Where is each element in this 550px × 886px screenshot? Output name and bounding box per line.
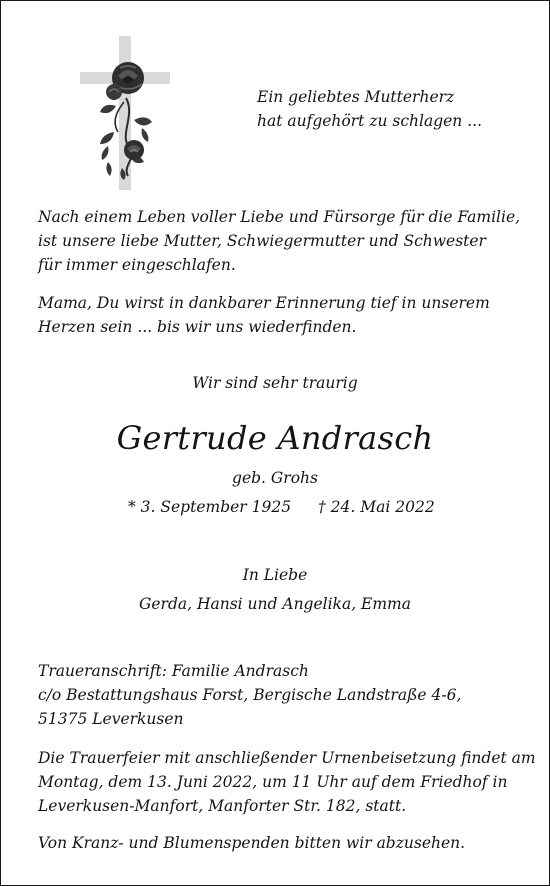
remembrance-line: Mama, Du wirst in dankbarer Erinnerung tief in unserem — [38, 294, 490, 312]
deceased-name: Gertrude Andrasch — [116, 419, 434, 457]
ceremony-line: Leverkusen-Manfort, Manforter Str. 182, statt. — [38, 797, 407, 815]
intro-line: ist unsere liebe Mutter, Schwiegermutter und Schwester — [38, 232, 486, 250]
intro-paragraph — [38, 205, 520, 277]
ceremony-paragraph — [38, 746, 536, 818]
family-names: Gerda, Hansi und Angelika, Emma — [139, 595, 411, 613]
maiden-name: geb. Grohs — [232, 469, 318, 487]
remembrance-paragraph — [38, 291, 490, 339]
mourning-address — [38, 659, 461, 731]
birth-date: * 3. September 1925 — [128, 498, 292, 516]
love-line: In Liebe — [242, 566, 308, 584]
cross-with-roses-icon — [78, 36, 174, 192]
address-line: c/o Bestattungshaus Forst, Bergische Landstraße 4-6, — [38, 686, 462, 704]
address-line: Traueranschrift: Familie Andrasch — [38, 662, 309, 680]
intro-line: Nach einem Leben voller Liebe und Fürsorge für die Familie, — [38, 208, 521, 226]
motto-line: Ein geliebtes Mutterherz — [257, 88, 455, 106]
closing-note: Von Kranz- und Blumenspenden bitten wir abzusehen. — [38, 834, 466, 852]
address-line: 51375 Leverkusen — [38, 710, 184, 728]
remembrance-line: Herzen sein ... bis wir uns wiederfinden. — [38, 318, 357, 336]
mourning-line: Wir sind sehr traurig — [192, 374, 358, 392]
ceremony-line: Die Trauerfeier mit anschließender Urnenbeisetzung findet am — [38, 749, 536, 767]
ceremony-line: Montag, dem 13. Juni 2022, um 11 Uhr auf dem Friedhof in — [38, 773, 508, 791]
motto-line: hat aufgehört zu schlagen ... — [257, 112, 482, 130]
death-date: † 24. Mai 2022 — [318, 498, 435, 516]
intro-line: für immer eingeschlafen. — [38, 256, 236, 274]
motto — [257, 85, 482, 133]
